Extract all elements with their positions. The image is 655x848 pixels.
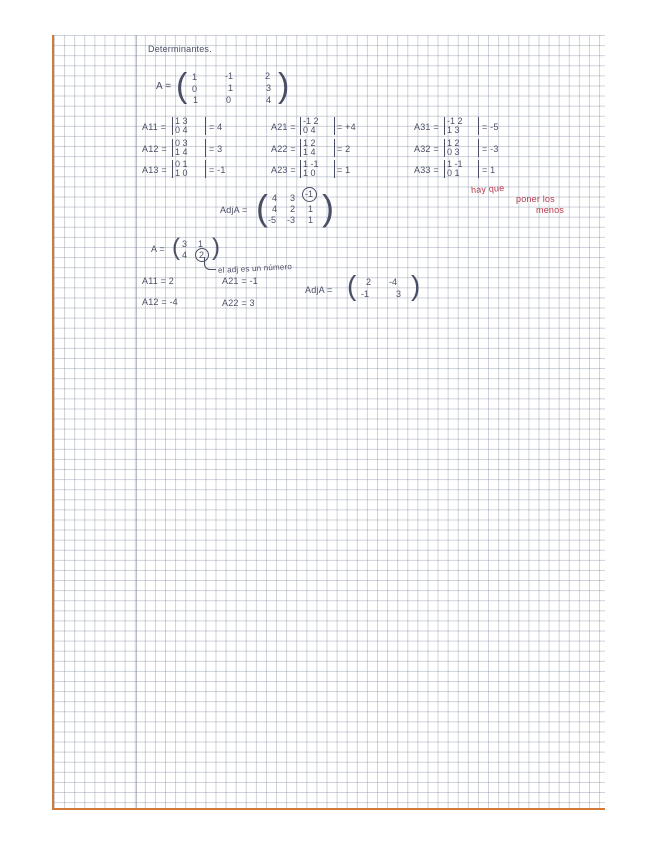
matrix-a-left-bracket: ( xyxy=(176,67,188,105)
matrix-2x2-r2-c1: 4 xyxy=(182,250,188,260)
matrix-a-row-3-col-2: 0 xyxy=(226,95,232,105)
adj-3x3-r3-c2: -3 xyxy=(287,215,296,225)
adj-3x3-r3-c3: 1 xyxy=(308,215,314,225)
cofactor-a21-top: -1 2 xyxy=(303,116,319,126)
matrix-a-row-1-col-3: 2 xyxy=(265,71,271,81)
cofactor-a13-right-bar xyxy=(205,160,206,178)
cofactor-a33-left-bar xyxy=(444,160,445,178)
adj-3x3-r3-c1: -5 xyxy=(268,215,277,225)
matrix-a-row-1-col-1: 1 xyxy=(192,72,198,82)
cofactor-a11-label: A11 = xyxy=(142,122,167,132)
cofactor-a22-top: 1 2 xyxy=(303,138,316,148)
cofactor-a21-label: A21 = xyxy=(271,122,296,132)
matrix-a-row-1-col-2: -1 xyxy=(225,71,234,81)
cofactor-a12-result: = 3 xyxy=(209,144,223,154)
adj-3x3-left-bracket: ( xyxy=(256,187,268,228)
cofactor-a31-bottom: 1 3 xyxy=(447,125,460,135)
matrix-2x2-r1-c1: 3 xyxy=(182,239,188,249)
cofactor-a23-right-bar xyxy=(334,160,335,178)
cofactor-a13-label: A13 = xyxy=(142,165,167,175)
cofactor-a32-label: A32 = xyxy=(414,144,439,154)
cofactor-a21-left-bar xyxy=(300,117,301,135)
red-note-line-2: poner los xyxy=(516,194,555,204)
adj-2x2-left-bracket: ( xyxy=(347,270,357,301)
grid-paper xyxy=(52,35,605,810)
matrix-2x2-right-bracket: ) xyxy=(212,234,220,261)
cofactor-a22-result: = 2 xyxy=(337,144,351,154)
cofactor-a21-bottom: 0 4 xyxy=(303,125,316,135)
cofactor-2x2-a21: A21 = -1 xyxy=(222,276,258,286)
cofactor-2x2-a11: A11 = 2 xyxy=(142,276,175,286)
cofactor-a23-left-bar xyxy=(300,160,301,178)
cofactor-a12-right-bar xyxy=(205,139,206,157)
cofactor-a33-right-bar xyxy=(478,160,479,178)
cofactor-a13-top: 0 1 xyxy=(175,159,188,169)
cofactor-a31-left-bar xyxy=(444,117,445,135)
cofactor-a21-result: = +4 xyxy=(337,122,356,132)
cofactor-a13-left-bar xyxy=(172,160,173,178)
cofactor-a22-label: A22 = xyxy=(271,144,296,154)
cofactor-a23-top: 1 -1 xyxy=(303,159,319,169)
adj-2x2-r2-c1: -1 xyxy=(361,289,370,299)
note-2x2: el adj es un número xyxy=(217,262,293,275)
cofactor-a22-bottom: 1 4 xyxy=(303,147,316,157)
cofactor-a31-right-bar xyxy=(478,117,479,135)
matrix-2x2-r1-c2: 1 xyxy=(198,239,204,249)
cofactor-a31-result: = -5 xyxy=(482,122,499,132)
cofactor-a32-bottom: 0 3 xyxy=(447,147,460,157)
cofactor-a13-result: = -1 xyxy=(209,165,226,175)
adj-3x3-r1-c3: -1 xyxy=(305,189,314,199)
cofactor-a23-result: = 1 xyxy=(337,165,351,175)
matrix-a-row-2-col-1: 0 xyxy=(192,84,198,94)
adj-3x3-r2-c1: 4 xyxy=(272,204,278,214)
adj-2x2-right-bracket: ) xyxy=(411,270,421,301)
cofactor-a12-label: A12 = xyxy=(142,144,167,154)
cofactor-a22-right-bar xyxy=(334,139,335,157)
matrix-2x2-label: A = xyxy=(151,244,165,254)
cofactor-a32-left-bar xyxy=(444,139,445,157)
cofactor-a32-top: 1 2 xyxy=(447,138,460,148)
matrix-a-row-2-col-2: 1 xyxy=(228,83,234,93)
cofactor-a32-result: = -3 xyxy=(482,144,499,154)
adj-2x2-r1-c2: -4 xyxy=(389,277,398,287)
cofactor-a33-result: = 1 xyxy=(482,165,496,175)
cofactor-a12-left-bar xyxy=(172,139,173,157)
adj-3x3-r1-c1: 4 xyxy=(272,193,278,203)
cofactor-2x2-a22: A22 = 3 xyxy=(222,298,255,308)
cofactor-a21-right-bar xyxy=(334,117,335,135)
cofactor-a11-bottom: 0 4 xyxy=(175,125,188,135)
cofactor-a22-left-bar xyxy=(300,139,301,157)
cofactor-a33-bottom: 0 1 xyxy=(447,168,460,178)
cofactor-2x2-a12: A12 = -4 xyxy=(142,297,178,307)
matrix-2x2-left-bracket: ( xyxy=(172,234,180,261)
matrix-a-row-3-col-3: 4 xyxy=(266,95,272,105)
cofactor-a31-label: A31 = xyxy=(414,122,439,132)
matrix-a-row-3-col-1: 1 xyxy=(193,95,199,105)
matrix-2x2-r2-c2: 2 xyxy=(199,250,205,260)
adj-2x2-r1-c1: 2 xyxy=(366,277,372,287)
matrix-a-right-bracket: ) xyxy=(278,67,290,105)
cofactor-a32-right-bar xyxy=(478,139,479,157)
red-note-line-1: hay que xyxy=(470,182,505,196)
cofactor-a11-result: = 4 xyxy=(209,122,223,132)
adj-3x3-right-bracket: ) xyxy=(322,187,334,228)
adj-3x3-label: AdjA = xyxy=(220,205,248,215)
adj-3x3-circled-entry xyxy=(302,187,317,202)
adj-2x2-label: AdjA = xyxy=(305,285,333,295)
cofactor-a33-label: A33 = xyxy=(414,165,439,175)
adj-3x3-r1-c2: 3 xyxy=(290,193,296,203)
adj-2x2-r2-c2: 3 xyxy=(396,289,402,299)
cofactor-a23-label: A23 = xyxy=(271,165,296,175)
margin-line xyxy=(136,35,137,808)
red-note-line-3: menos xyxy=(536,205,565,215)
cofactor-a12-bottom: 1 4 xyxy=(175,147,188,157)
note-arrow xyxy=(204,257,216,270)
adj-3x3-r2-c2: 2 xyxy=(290,204,296,214)
cofactor-a33-top: 1 -1 xyxy=(447,159,463,169)
cofactor-a11-right-bar xyxy=(205,117,206,135)
cofactor-a11-left-bar xyxy=(172,117,173,135)
cofactor-a13-bottom: 1 0 xyxy=(175,168,188,178)
cofactor-a31-top: -1 2 xyxy=(447,116,463,126)
cofactor-a11-top: 1 3 xyxy=(175,116,188,126)
cofactor-a23-bottom: 1 0 xyxy=(303,168,316,178)
matrix-a-row-2-col-3: 3 xyxy=(266,83,272,93)
matrix-a-label: A = xyxy=(156,81,172,92)
adj-3x3-r2-c3: 1 xyxy=(308,204,314,214)
cofactor-a12-top: 0 3 xyxy=(175,138,188,148)
page-title: Determinantes. xyxy=(148,44,212,54)
